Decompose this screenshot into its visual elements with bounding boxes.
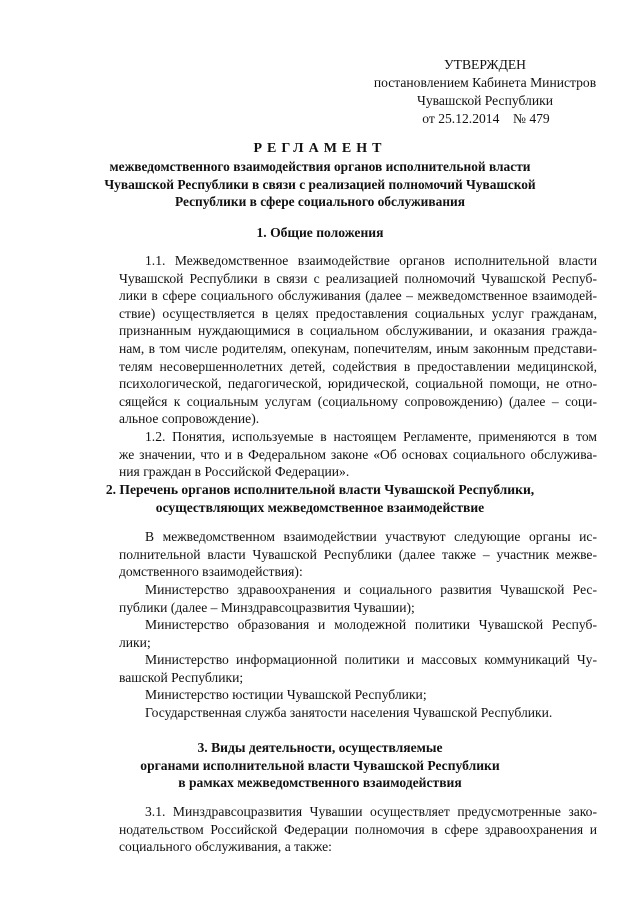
section-2-paragraph-3 <box>119 616 597 651</box>
text-line: ствие) осуществляется в целях предоставления социальных услуг гражданам, <box>119 305 597 321</box>
approval-line-1: постановлением Кабинета Министров <box>373 75 597 90</box>
text-line: Государственная служба занятости населения Чувашской Республики. <box>145 705 553 720</box>
text-line: 1.1. Межведомственное взаимодействие органов исполнительной власти <box>145 253 597 268</box>
section-1-heading: 1. Общие положения <box>256 225 384 240</box>
section-1-paragraph-1 <box>119 252 597 428</box>
approval-date: от 25.12.2014 № 479 <box>422 111 550 126</box>
text-line: же значении, что и в Федеральном законе «Об основах социального обслужива- <box>119 446 597 462</box>
text-line: ния граждан в Российской Федерации». <box>119 464 350 480</box>
document-title: РЕГЛАМЕНТ <box>253 141 387 156</box>
approval-title: УТВЕРЖДЕН <box>444 57 526 72</box>
subtitle-line: межведомственного взаимодействия органов исполнительной власти <box>109 159 531 174</box>
heading-line: 3. Виды деятельности, осуществляемые <box>197 740 443 755</box>
text-line: публики (далее – Минздравсоцразвития Чувашии); <box>119 599 415 615</box>
heading-line: в рамках межведомственного взаимодействия <box>178 775 462 790</box>
section-1-paragraph-2 <box>119 428 597 481</box>
heading-line: 2. Перечень органов исполнительной власти Чувашской Республики, <box>105 482 535 497</box>
text-line: социального обслуживания, а также: <box>119 839 332 855</box>
heading-line: осуществляющих межведомственное взаимодействие <box>155 499 485 515</box>
text-line: нодательством Российской Федерации полномочия в сфере здравоохранения и <box>119 821 597 837</box>
text-line: признанным нуждающимися в социальном обслуживании, и оказания гражда- <box>119 323 597 339</box>
text-line: Министерство здравоохранения и социального развития Чувашской Рес- <box>145 582 597 597</box>
text-line: Министерство образования и молодежной политики Чувашской Респуб- <box>145 617 597 632</box>
text-line: Чувашской Республики в связи с реализацией полномочий Чувашской Респуб- <box>119 270 597 286</box>
text-line: нам, в том числе родителям, опекунам, попечителям, иным законным представи- <box>119 340 597 356</box>
text-line: 3.1. Минздравсоцразвития Чувашии осуществляет предусмотренные зако- <box>145 804 597 819</box>
section-3-paragraph-1 <box>119 803 597 856</box>
approval-line-2: Чувашской Республики <box>417 93 553 108</box>
text-line: Министерство информационной политики и массовых коммуникаций Чу- <box>145 652 597 667</box>
text-line: В межведомственном взаимодействии участвуют следующие органы ис- <box>145 529 597 544</box>
text-line: вашской Республики; <box>119 669 244 685</box>
text-line: психологической, педагогической, юридической, социальной помощи, не отно- <box>119 376 597 392</box>
subtitle-line: Республики в сфере социального обслуживания <box>174 194 466 209</box>
text-line: полнительной власти Чувашской Республики (далее также – участник межве- <box>119 546 597 562</box>
text-line: Министерство юстиции Чувашской Республики; <box>145 687 427 702</box>
section-2-paragraph-4 <box>119 651 597 686</box>
section-2-heading <box>0 481 640 516</box>
text-line: 1.2. Понятия, используемые в настоящем Регламенте, применяются в том <box>145 429 597 444</box>
approval-stamp <box>360 56 610 128</box>
section-2-paragraph-2 <box>119 581 597 616</box>
text-line: лики; <box>119 634 151 650</box>
section-3-heading <box>0 739 640 792</box>
document-subtitle <box>0 158 640 211</box>
subtitle-line: Чувашской Республики в связи с реализацией полномочий Чувашской <box>104 176 536 192</box>
heading-line: органами исполнительной власти Чувашской Республики <box>140 757 500 773</box>
text-line: сящейся к социальным услугам (социальному сопровождению) (далее – соци- <box>119 393 597 409</box>
section-2-paragraph-6 <box>119 704 597 722</box>
text-line: лики в сфере социального обслуживания (далее – межведомственное взаимодей- <box>119 288 597 304</box>
section-2-paragraph-1 <box>119 528 597 581</box>
text-line: домственного взаимодействия): <box>119 564 303 580</box>
text-line: альное сопровождение). <box>119 411 260 427</box>
section-2-paragraph-5 <box>119 686 597 704</box>
text-line: телям несовершеннолетних детей, содействия в предоставлении медицинской, <box>119 358 597 374</box>
